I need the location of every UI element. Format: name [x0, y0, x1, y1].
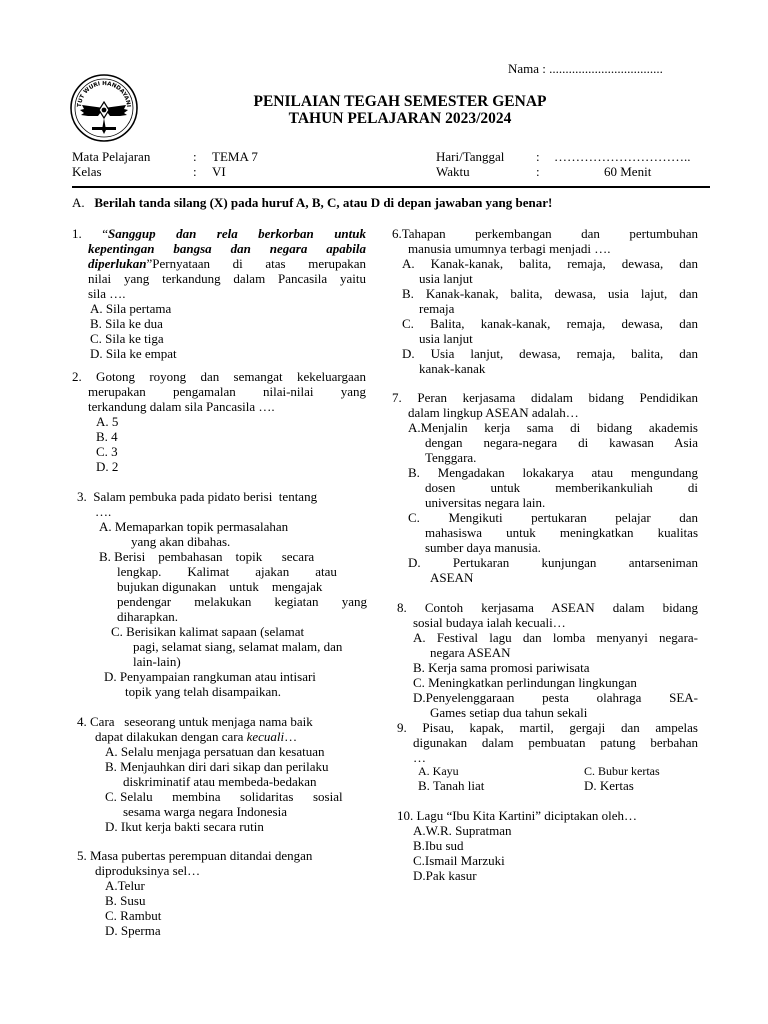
q1-open-quote: “ — [102, 226, 108, 241]
q3-option-b-l2: lengkap. Kalimat ajakan atau — [117, 564, 337, 579]
q1-option-a: A. Sila pertama — [90, 301, 172, 316]
q7-option-a-l2: dengan negara-negara di kawasan Asia — [425, 435, 698, 450]
q2-option-d: D. 2 — [96, 459, 119, 474]
header-divider — [72, 186, 710, 188]
q1-quote-l3: diperlukan — [88, 256, 147, 271]
q4-option-d: D. Ikut kerja bakti secara rutin — [105, 819, 264, 834]
q8-option-a-l2: negara ASEAN — [430, 645, 511, 660]
q4-kecuali: kecuali — [246, 729, 285, 744]
hari-sep: : — [536, 149, 540, 164]
hari-value: ………………………….. — [554, 149, 691, 164]
q1-option-b: B. Sila ke dua — [90, 316, 163, 331]
instruction-letter: A. — [72, 195, 85, 210]
q4-option-a: A. Selalu menjaga persatuan dan kesatuan — [105, 744, 325, 759]
q7-option-c-l3: sumber daya manusia. — [425, 540, 541, 555]
question-8 — [397, 600, 698, 720]
q4-ellipsis: … — [284, 729, 298, 744]
q9-text-l1: 9. Pisau, kapak, martil, gergaji dan ampelas — [397, 720, 698, 735]
mapel-label: Mata Pelajaran — [72, 149, 151, 164]
q10-text-l1: 10. Lagu “Ibu Kita Kartini” diciptakan oleh… — [397, 808, 638, 823]
question-5 — [77, 848, 367, 938]
q1-option-d: D. Sila ke empat — [90, 346, 177, 361]
q4-option-b-l2: diskriminatif atau membeda-bedakan — [123, 774, 317, 789]
q3-option-c: C. Berisikan kalimat sapaan (selamat — [111, 624, 305, 639]
q6-option-b: B. Kanak-kanak, balita, dewasa, usia lajut, dan — [402, 286, 698, 301]
q7-option-b-l3: universitas negara lain. — [425, 495, 546, 510]
q9-option-a: A. Kayu — [418, 764, 459, 778]
q1-text-l4: nilai yang terkandung dalam Pancasila yaitu — [88, 271, 366, 286]
q3-text-l1: 3. Salam pembuka pada pidato berisi tentang — [77, 489, 318, 504]
q10-option-c: C.Ismail Marzuki — [413, 853, 505, 868]
q1-text-l5: sila …. — [88, 286, 126, 301]
q4-text-l2 — [77, 729, 367, 744]
q3-option-b: B. Berisi pembahasan topik secara — [99, 549, 315, 564]
q6-option-d-l2: kanak-kanak — [419, 361, 486, 376]
tut-wuri-handayani-logo — [68, 72, 140, 144]
q9-option-b: B. Tanah liat — [418, 778, 485, 793]
q3-option-a-cont: yang akan dibahas. — [131, 534, 231, 549]
q8-text-l2: sosial budaya ialah kecuali… — [413, 615, 566, 630]
q2-option-c: C. 3 — [96, 444, 118, 459]
mapel-sep: : — [193, 149, 197, 164]
q9-text-l3: … — [413, 750, 426, 765]
q5-option-a: A.Telur — [105, 878, 145, 893]
question-9 — [397, 720, 698, 765]
q10-option-b: B.Ibu sud — [413, 838, 464, 853]
q3-option-c-l2: pagi, selamat siang, selamat malam, dan — [133, 639, 343, 654]
q8-option-d: D.Penyelenggaraan pesta olahraga SEA- — [413, 690, 698, 705]
q3-text-l2: …. — [95, 504, 112, 519]
q10-option-a: A.W.R. Supratman — [413, 823, 512, 838]
q7-option-d-l2: ASEAN — [430, 570, 474, 585]
q6-text-l2: manusia umumnya terbagi menjadi …. — [408, 241, 611, 256]
q7-option-b-l2: dosen untuk memberikankuliah di — [425, 480, 698, 495]
q1-option-c: C. Sila ke tiga — [90, 331, 164, 346]
q6-option-c: C. Balita, kanak-kanak, remaja, dewasa, dan — [402, 316, 698, 331]
q5-option-b: B. Susu — [105, 893, 146, 908]
question-4 — [77, 714, 367, 834]
question-1 — [72, 226, 366, 361]
q4-option-c-l2: sesama warga negara Indonesia — [123, 804, 287, 819]
question-2 — [72, 369, 366, 474]
q7-option-b: B. Mengadakan lokakarya atau mengundang — [408, 465, 698, 480]
mapel-value: TEMA 7 — [212, 149, 258, 164]
q9-text-l2: digunakan dalam pembuatan patung berbahan — [413, 735, 698, 750]
q2-option-b: B. 4 — [96, 429, 118, 444]
q7-text-l2: dalam lingkup ASEAN adalah… — [408, 405, 579, 420]
q8-option-d-l2: Games setiap dua tahun sekali — [430, 705, 588, 720]
q3-option-d: D. Penyampaian rangkuman atau intisari — [104, 669, 316, 684]
q8-text-l1: 8. Contoh kerjasama ASEAN dalam bidang — [397, 600, 698, 615]
q1-close-quote: ” — [146, 256, 153, 271]
question-6 — [392, 226, 698, 376]
q6-text-l1: 6.Tahapan perkembangan dan pertumbuhan — [392, 226, 698, 241]
instruction — [72, 195, 552, 211]
q9-option-d: D. Kertas — [584, 778, 634, 793]
q5-text-l2: diproduksinya sel… — [95, 863, 201, 878]
q4-text-l2a: dapat dilakukan dengan cara — [95, 729, 247, 744]
q2-text-l1: 2. Gotong royong dan semangat kekeluargaan — [72, 369, 366, 384]
q1-text-l3: Pernyataan di atas merupakan — [152, 256, 366, 271]
q6-option-b-l2: remaja — [419, 301, 455, 316]
exam-year: TAHUN PELAJARAN 2023/2024 — [288, 110, 512, 127]
q2-option-a: A. 5 — [96, 414, 119, 429]
q8-option-b: B. Kerja sama promosi pariwisata — [413, 660, 590, 675]
q10-option-d: D.Pak kasur — [413, 868, 477, 883]
q7-option-d: D. Pertukaran kunjungan antarseniman — [408, 555, 698, 570]
kelas-sep: : — [193, 164, 197, 179]
q7-option-c: C. Mengikuti pertukaran pelajar dan — [408, 510, 698, 525]
q7-option-a-l3: Tenggara. — [425, 450, 477, 465]
svg-text:TUT WURI HANDAYANI: TUT WURI HANDAYANI — [76, 80, 131, 108]
waktu-label: Waktu — [436, 164, 470, 179]
q3-option-a: A. Memaparkan topik permasalahan — [99, 519, 289, 534]
q5-option-d: D. Sperma — [105, 923, 161, 938]
q7-text-l1: 7. Peran kerjasama didalam bidang Pendidikan — [392, 390, 698, 405]
q7-option-c-l2: mahasiswa untuk meningkatkan kualitas — [425, 525, 698, 540]
q8-option-c: C. Meningkatkan perlindungan lingkungan — [413, 675, 637, 690]
q3-option-d-l2: topik yang telah disampaikan. — [125, 684, 281, 699]
q4-text-l1: 4. Cara seseorang untuk menjaga nama baik — [77, 714, 313, 729]
q4-option-c: C. Selalu membina solidaritas sosial — [105, 789, 343, 804]
q6-option-d: D. Usia lanjut, dewasa, remaja, balita, dan — [402, 346, 698, 361]
q7-option-a: A.Menjalin kerja sama di bidang akademis — [408, 420, 698, 435]
q3-option-b-l4: pendengar melakukan kegiatan yang — [117, 594, 367, 609]
waktu-value: 60 Menit — [604, 164, 652, 179]
q5-text-l1: 5. Masa pubertas perempuan ditandai dengan — [77, 848, 313, 863]
question-10 — [397, 808, 698, 883]
question-3 — [77, 489, 367, 699]
hari-label: Hari/Tanggal — [436, 149, 505, 164]
q3-option-b-l3: bujukan digunakan untuk mengajak — [117, 579, 323, 594]
kelas-value: VI — [212, 164, 226, 179]
q6-option-a-l2: usia lanjut — [419, 271, 473, 286]
question-7 — [392, 390, 698, 585]
q6-option-c-l2: usia lanjut — [419, 331, 473, 346]
q3-option-c-l3: lain-lain) — [133, 654, 181, 669]
q1-number: 1. — [72, 226, 82, 241]
q5-option-c: C. Rambut — [105, 908, 162, 923]
nama-field: Nama : ................................... — [508, 61, 663, 76]
exam-title: PENILAIAN TEGAH SEMESTER GENAP — [253, 93, 547, 110]
q2-text-l2: merupakan pengamalan nilai-nilai yang — [88, 384, 366, 399]
q2-text-l3: terkandung dalam sila Pancasila …. — [88, 399, 275, 414]
q1-quote-l2: kepentingan bangsa dan negara apabila — [88, 241, 366, 256]
q6-option-a: A. Kanak-kanak, balita, remaja, dewasa, dan — [402, 256, 698, 271]
q4-option-b: B. Menjauhkan diri dari sikap dan perilaku — [105, 759, 329, 774]
kelas-label: Kelas — [72, 164, 102, 179]
waktu-sep: : — [536, 164, 540, 179]
q3-option-b-l5: diharapkan. — [117, 609, 179, 624]
q9-option-c: C. Bubur kertas — [584, 764, 660, 778]
instruction-text: Berilah tanda silang (X) pada huruf A, B, C, atau D di depan jawaban yang benar! — [94, 195, 553, 210]
q1-quote-l1: Sanggup dan rela berkorban untuk — [107, 226, 366, 241]
q8-option-a: A. Festival lagu dan lomba menyanyi negara- — [413, 630, 698, 645]
